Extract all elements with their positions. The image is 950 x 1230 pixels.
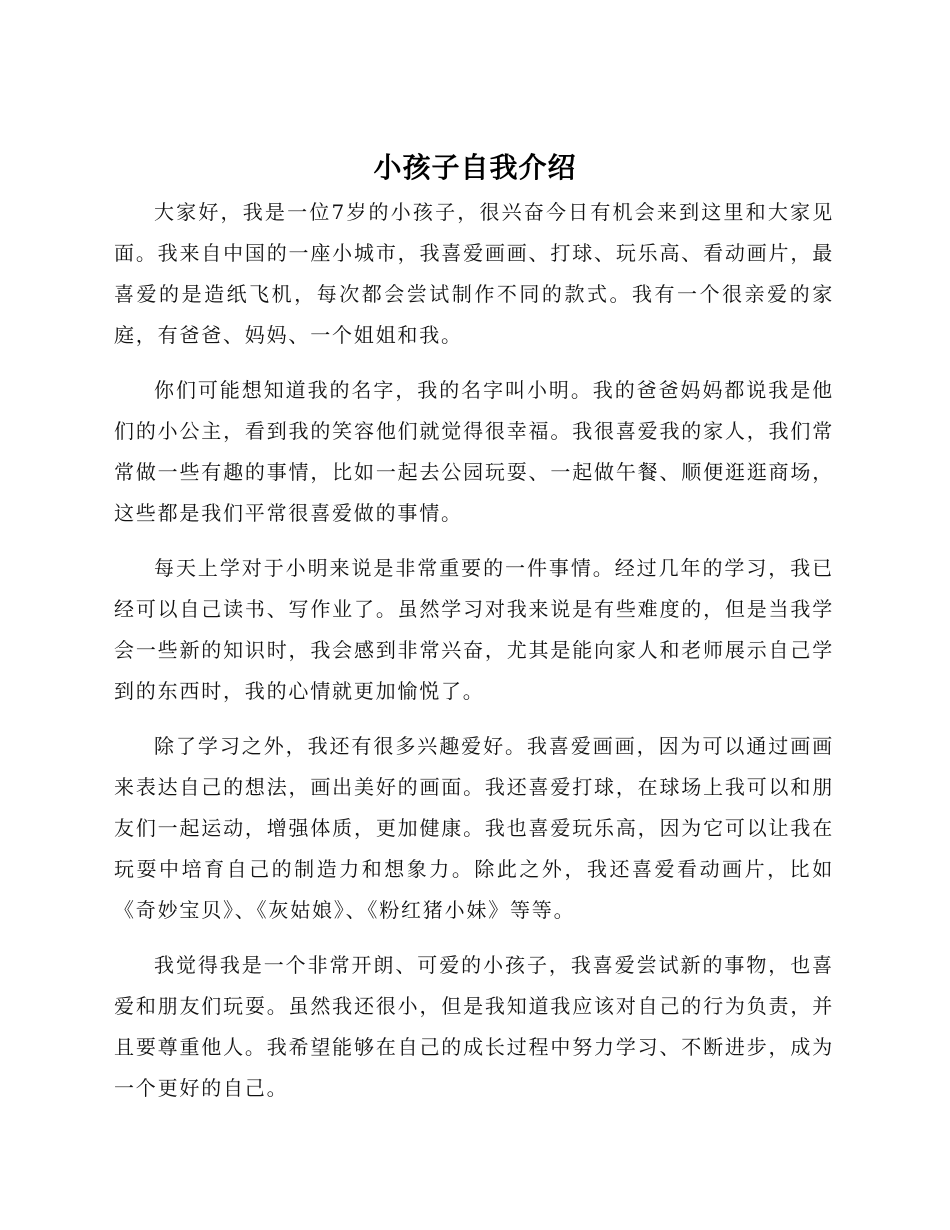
paragraph-3: 每天上学对于小明来说是非常重要的一件事情。经过几年的学习，我已经可以自己读书、写作业了。虽然学习对我来说是有些难度的，但是当我学会一些新的知识时，我会感到非常兴奋，尤其是能向家人和老师展示自己学到的东西时，我的心情就更加愉悦了。 xyxy=(114,556,834,703)
document-body xyxy=(114,192,834,1123)
paragraph-4: 除了学习之外，我还有很多兴趣爱好。我喜爱画画，因为可以通过画画来表达自己的想法，画出美好的画面。我还喜爱打球，在球场上我可以和朋友们一起运动，增强体质，更加健康。我也喜爱玩乐高，因为它可以让我在玩耍中培育自己的制造力和想象力。除此之外，我还喜爱看动画片，比如《奇妙宝贝》、《灰姑娘》、《粉红猪小妹》等等。 xyxy=(114,734,834,922)
paragraph-5: 我觉得我是一个非常开朗、可爱的小孩子，我喜爱尝试新的事物，也喜爱和朋友们玩耍。虽然我还很小，但是我知道我应该对自己的行为负责，并且要尊重他人。我希望能够在自己的成长过程中努力学习、不断进步，成为一个更好的自己。 xyxy=(114,953,834,1100)
document-title: 小孩子自我介绍 xyxy=(373,151,577,184)
paragraph-1: 大家好，我是一位7岁的小孩子，很兴奋今日有机会来到这里和大家见面。我来自中国的一座小城市，我喜爱画画、打球、玩乐高、看动画片，最喜爱的是造纸飞机，每次都会尝试制作不同的款式。我有一个很亲爱的家庭，有爸爸、妈妈、一个姐姐和我。 xyxy=(114,200,834,347)
paragraph-2: 你们可能想知道我的名字，我的名字叫小明。我的爸爸妈妈都说我是他们的小公主，看到我的笑容他们就觉得很幸福。我很喜爱我的家人，我们常常做一些有趣的事情，比如一起去公园玩耍、一起做午餐、顺便逛逛商场，这些都是我们平常很喜爱做的事情。 xyxy=(114,378,834,525)
